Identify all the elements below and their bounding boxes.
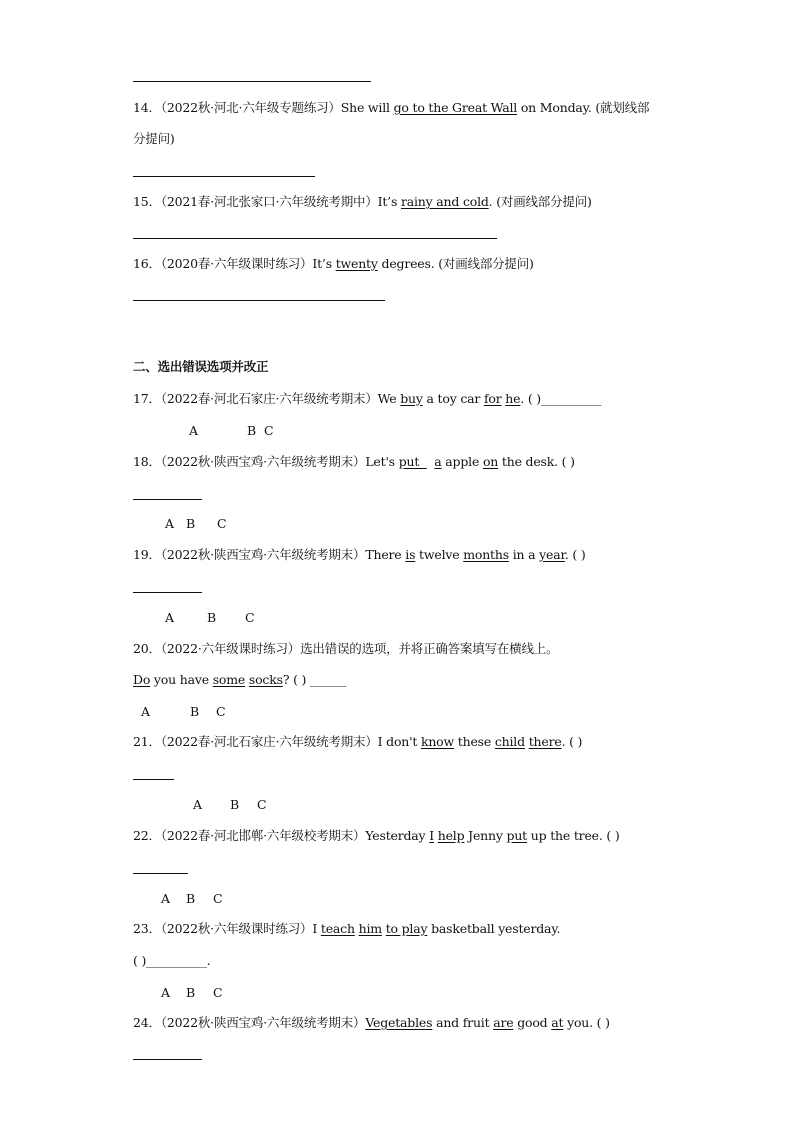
q22-label-a: A — [161, 891, 171, 906]
q24-text-mid2: good — [513, 1015, 552, 1030]
q16-number: 16． — [133, 256, 161, 271]
q17-label-b: B — [247, 423, 257, 438]
answer-line-24[interactable] — [133, 1059, 202, 1060]
q19-option-a-word: is — [405, 547, 416, 562]
q19-text-mid2: in a — [508, 547, 540, 562]
answer-line-22[interactable] — [133, 873, 188, 874]
q22-number: 22． — [133, 828, 161, 843]
q19-number: 19． — [133, 547, 161, 562]
q22-label-b: B — [186, 891, 196, 906]
q18-text-mid2: apple — [441, 454, 483, 469]
q18-source: （2022秋·陕西宝鸡·六年级统考期末） — [160, 454, 366, 469]
question-22 — [133, 828, 620, 844]
q24-option-c-word: at — [551, 1015, 564, 1030]
q20-label-a: A — [141, 704, 151, 719]
q14-text-post: on Monday. (就划线部 — [517, 100, 650, 115]
q23-text-pre: I — [312, 921, 321, 936]
section-2-title: 二、选出错误选项并改正 — [133, 359, 269, 374]
question-20-sentence — [133, 672, 346, 688]
q16-text-pre: It’s — [312, 256, 336, 271]
q14-underlined: go to the Great Wall — [393, 100, 518, 115]
q18-text-pre: Let's — [365, 454, 399, 469]
q20-option-b-word: some — [212, 672, 246, 687]
q17-source: （2022春·河北石家庄·六年级统考期末） — [160, 391, 378, 406]
q23-text-post: basketball yesterday. — [427, 921, 561, 936]
q22-source: （2022春·河北邯郸·六年级校考期末） — [160, 828, 366, 843]
q24-option-b-word: are — [493, 1015, 514, 1030]
q18-label-b: B — [186, 516, 196, 531]
q22-text-mid2: Jenny — [464, 828, 507, 843]
q19-label-c: C — [245, 610, 255, 625]
q19-text-pre: There — [365, 547, 406, 562]
question-17 — [133, 391, 602, 407]
q21-label-c: C — [257, 797, 267, 812]
q20-option-a-word: Do — [133, 672, 151, 687]
q20-answer-blank[interactable]: ? ( ) ______ — [282, 672, 347, 687]
q22-text-pre: Yesterday — [365, 828, 430, 843]
q23-label-c: C — [213, 985, 223, 1000]
q19-label-a: A — [165, 610, 175, 625]
q23-label-b: B — [186, 985, 196, 1000]
q19-option-c-word: year — [539, 547, 565, 562]
q21-option-a-word: know — [420, 734, 455, 749]
answer-line-16[interactable] — [133, 300, 385, 301]
q17-label-c: C — [264, 423, 274, 438]
q18-label-c: C — [217, 516, 227, 531]
q16-text-post: degrees. (对画线部分提问) — [377, 256, 534, 271]
q14-text-pre: She will — [340, 100, 394, 115]
answer-line-14[interactable] — [133, 176, 315, 177]
q17-text-mid1: a toy car — [422, 391, 484, 406]
q21-source: （2022春·河北石家庄·六年级统考期末） — [160, 734, 378, 749]
q14-source: （2022秋·河北·六年级专题练习） — [160, 100, 341, 115]
q17-option-a-word: buy — [400, 391, 423, 406]
answer-line-15[interactable] — [133, 238, 497, 239]
answer-line-13[interactable] — [133, 81, 371, 82]
q17-option-c-word: he — [505, 391, 521, 406]
q21-number: 21． — [133, 734, 161, 749]
q24-paren-blank[interactable]: you. ( ) — [563, 1015, 610, 1030]
q14-number: 14． — [133, 100, 161, 115]
q15-text-post: . (对画线部分提问) — [488, 194, 592, 209]
q24-option-a-word: Vegetables — [365, 1015, 433, 1030]
q20-source: （2022·六年级课时练习） — [160, 641, 301, 656]
question-23 — [133, 921, 560, 937]
question-16 — [133, 256, 534, 272]
q22-paren-blank[interactable]: up the tree. ( ) — [527, 828, 620, 843]
question-19 — [133, 547, 586, 563]
q16-source: （2020春·六年级课时练习） — [160, 256, 313, 271]
q19-label-b: B — [207, 610, 217, 625]
q24-number: 24． — [133, 1015, 161, 1030]
question-18 — [133, 454, 575, 470]
q15-source: （2021春·河北张家口·六年级统考期中） — [160, 194, 378, 209]
q23-option-a-word: teach — [320, 921, 355, 936]
q21-label-a: A — [193, 797, 203, 812]
q16-underlined: twenty — [335, 256, 378, 271]
q20-label-b: B — [190, 704, 200, 719]
question-14-line2: 分提问) — [133, 131, 175, 146]
q23-option-c-word: to play — [385, 921, 428, 936]
q20-text-mid1: you have — [150, 672, 213, 687]
q15-underlined: rainy and cold — [400, 194, 489, 209]
q19-text-mid1: twelve — [415, 547, 464, 562]
answer-line-19[interactable] — [133, 592, 202, 593]
q21-option-b-word: child — [494, 734, 525, 749]
q17-text-pre: We — [377, 391, 401, 406]
q17-label-a: A — [189, 423, 199, 438]
q21-text-mid1: these — [454, 734, 495, 749]
question-20 — [133, 641, 558, 657]
q19-paren-blank[interactable]: . ( ) — [564, 547, 586, 562]
q17-number: 17． — [133, 391, 161, 406]
q18-option-a-word: put — [398, 454, 427, 469]
q17-option-b-word: for — [483, 391, 502, 406]
q24-text-mid1: and fruit — [432, 1015, 494, 1030]
question-24 — [133, 1015, 610, 1031]
q23-label-a: A — [161, 985, 171, 1000]
question-14 — [133, 100, 649, 116]
q18-label-a: A — [165, 516, 175, 531]
q19-option-b-word: months — [463, 547, 509, 562]
q23-answer-blank[interactable]: ( )__________. — [133, 953, 211, 968]
q18-number: 18． — [133, 454, 161, 469]
q20-option-c-word: socks — [248, 672, 283, 687]
q18-paren-blank[interactable]: the desk. ( ) — [498, 454, 575, 469]
q23-number: 23． — [133, 921, 161, 936]
q23-option-b-word: him — [358, 921, 382, 936]
q20-instruction: 选出错误的选项，并将正确答案填写在横线上。 — [300, 641, 559, 656]
answer-line-21[interactable] — [133, 779, 174, 780]
q22-option-b-word: help — [437, 828, 465, 843]
q15-text-pre: It’s — [377, 194, 401, 209]
answer-line-18[interactable] — [133, 499, 202, 500]
q17-answer-blank[interactable]: . ( )__________ — [520, 391, 602, 406]
q20-label-c: C — [216, 704, 226, 719]
q21-label-b: B — [230, 797, 240, 812]
q22-option-a-word: I — [429, 828, 434, 843]
question-21 — [133, 734, 582, 750]
q22-label-c: C — [213, 891, 223, 906]
q22-option-c-word: put — [506, 828, 527, 843]
q21-paren-blank[interactable]: . ( ) — [561, 734, 583, 749]
q21-text-pre: I don't — [377, 734, 421, 749]
q24-source: （2022秋·陕西宝鸡·六年级统考期末） — [160, 1015, 366, 1030]
q18-option-b-word: a — [434, 454, 442, 469]
q21-option-c-word: there — [528, 734, 562, 749]
q23-source: （2022秋·六年级课时练习） — [160, 921, 313, 936]
question-15 — [133, 194, 592, 210]
q18-option-c-word: on — [482, 454, 499, 469]
q15-number: 15． — [133, 194, 161, 209]
q19-source: （2022秋·陕西宝鸡·六年级统考期末） — [160, 547, 366, 562]
q20-number: 20． — [133, 641, 161, 656]
